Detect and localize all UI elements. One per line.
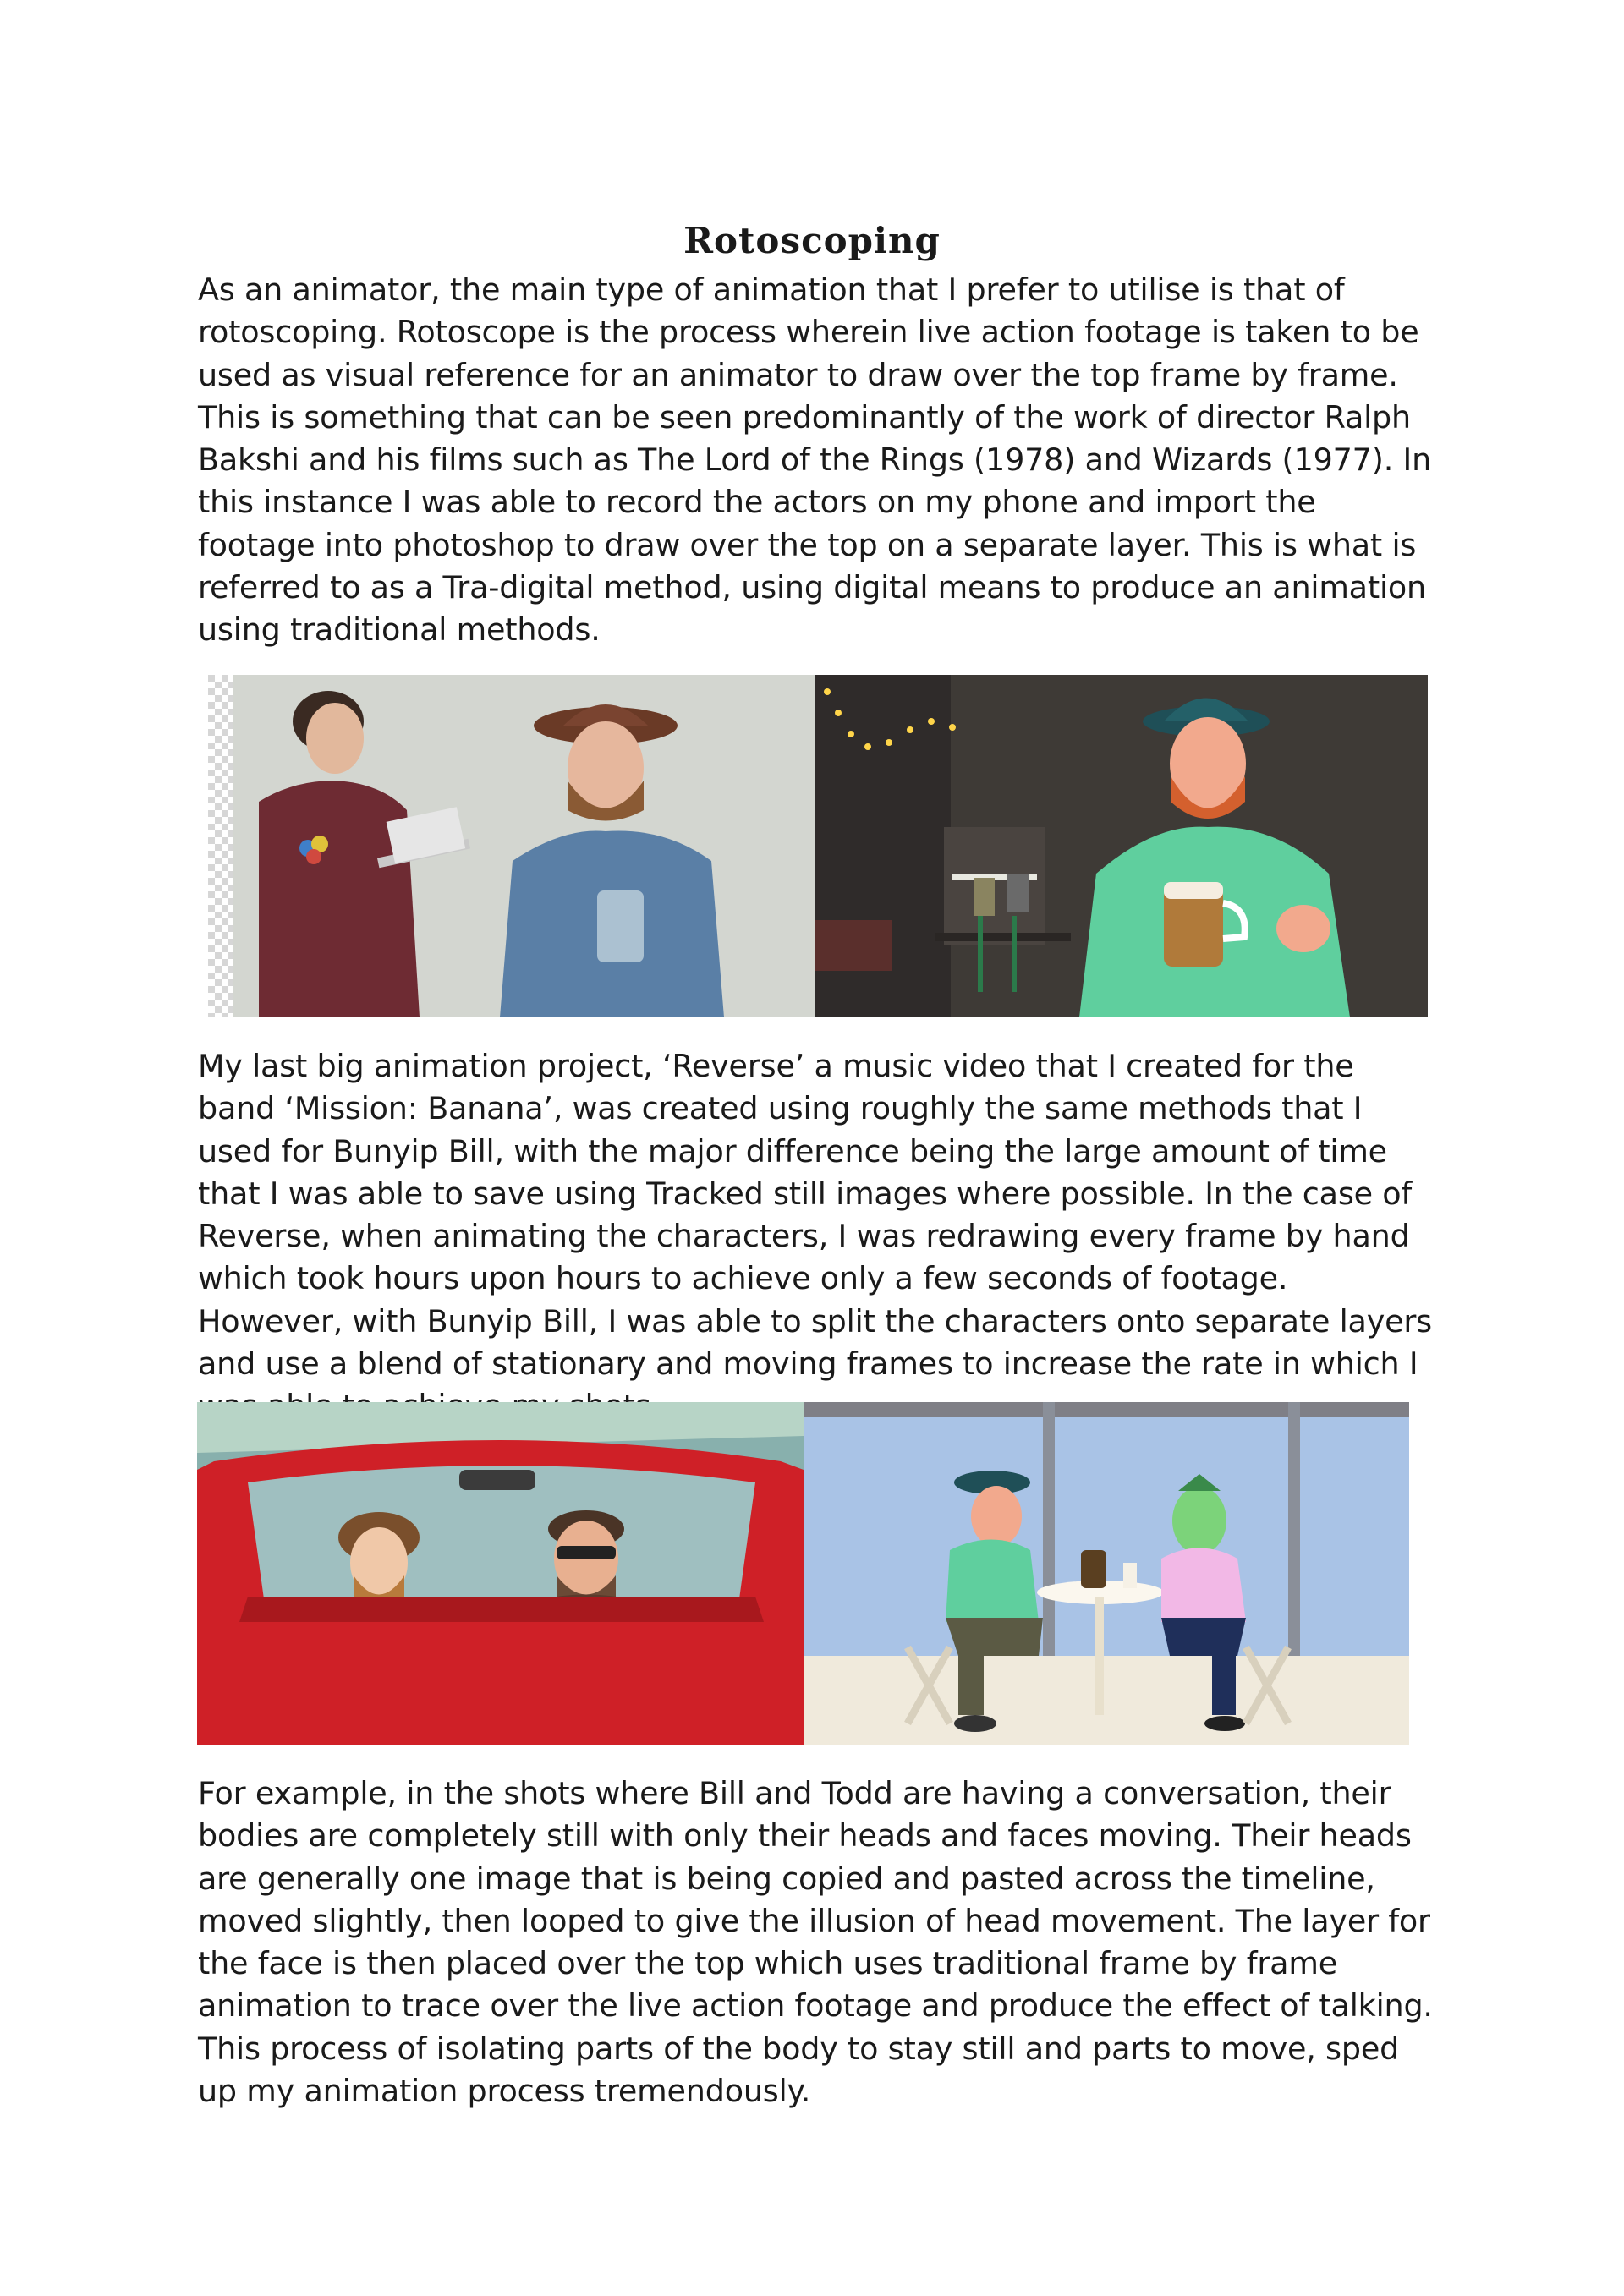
figure-rotoscope-comparison	[208, 675, 1428, 1017]
page-title: Rotoscoping	[683, 220, 941, 262]
figure-rotoscope-comparison-art	[208, 675, 1428, 1017]
figure-character-scenes-art	[197, 1402, 1409, 1745]
figure-character-scenes	[197, 1402, 1409, 1745]
paragraph-example: For example, in the shots where Bill and Todd are having a conversation, their bodies are completely still with only their heads and faces moving. Their heads are generally one image that is being copied and pasted across the timeline, moved slightly, then looped to give the illusion of head movement. The layer for the face is then placed over the top which uses traditional frame by frame animation to trace over the live action footage and produce the effect of talking. This process of isolating parts of the body to stay still and parts to move, sped up my animation process tremendously.	[198, 1775, 1433, 2110]
paragraph-reverse: My last big animation project, ‘Reverse’ a music video that I created for the band ‘Mission: Banana’, was created using roughly the same methods that I used for Bunyip Bill, with the major difference being the large amount of time that I was able to save using Tracked still images where possible. In the case of Reverse, when animating the characters, I was redrawing every frame by hand which took hours upon hours to achieve only a few seconds of footage. However, with Bunyip Bill, I was able to split the characters onto separate layers and use a blend of stationary and moving frames to increase the rate in which I	[198, 1048, 1432, 1383]
paragraph-intro: As an animator, the main type of animation that I prefer to utilise is that of rotoscoping. Rotoscope is the process wherein live action footage is taken to be used as visual reference for an animator to draw over the top frame by frame. This is something that can be seen predominantly of the work of director Ralph Bakshi and his films such as The Lord of the Rings (1978) and Wizards (1977). In this instance I was able to record the actors on my phone and import the footage into photoshop to draw over the top on a separate layer. This is what is referred to as a Tra-digital method, using digital means to produce an animation using traditional methods.	[198, 271, 1432, 649]
